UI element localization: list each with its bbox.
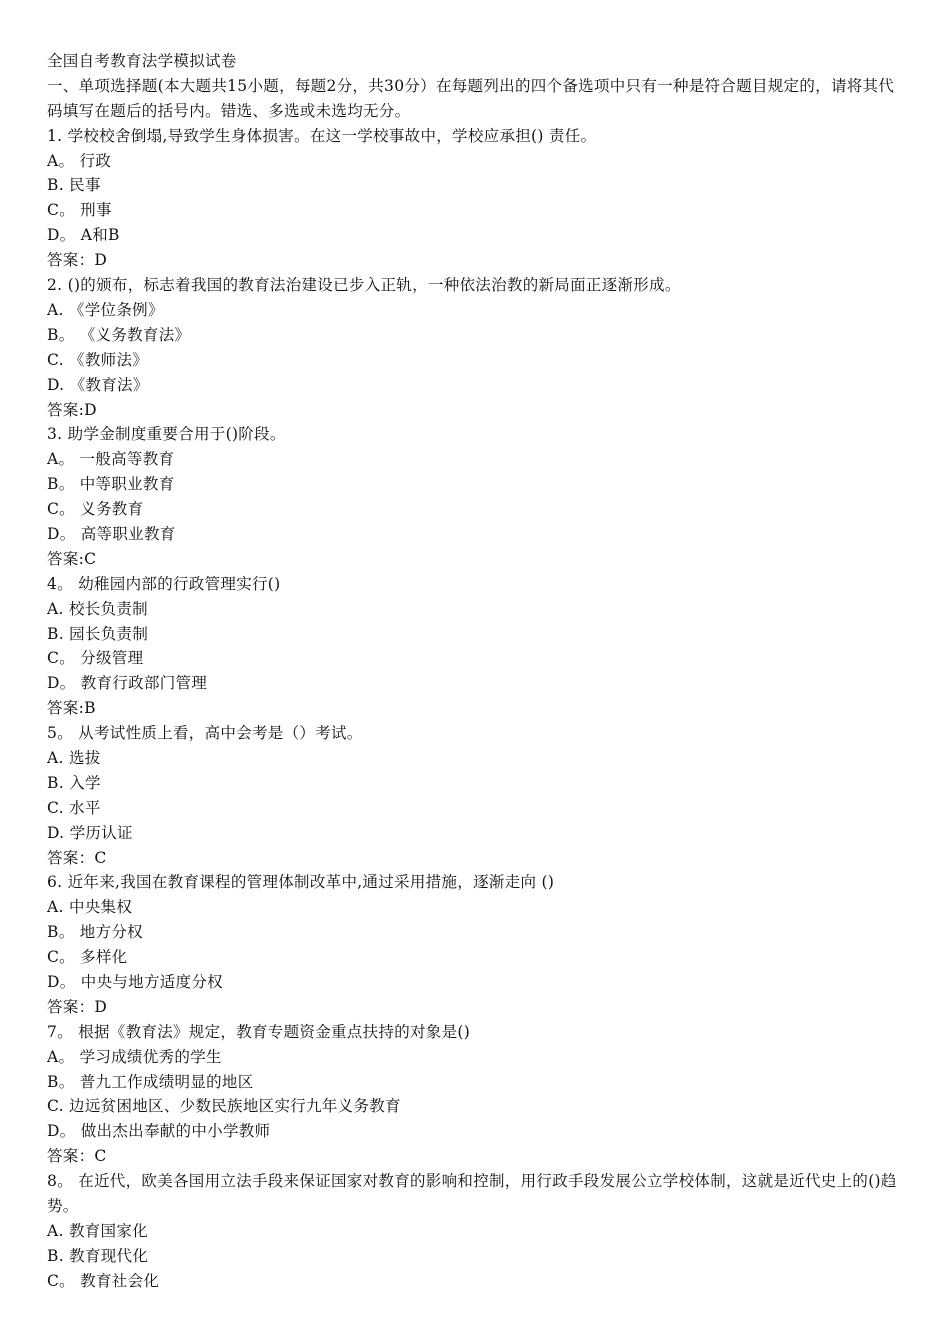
question-stem: 2. ()的颁布，标志着我国的教育法治建设已步入正轨，一种依法治教的新局面正逐渐形成。 <box>47 276 681 295</box>
question-4 <box>47 572 907 721</box>
document-title: 全国自考教育法学模拟试卷 <box>47 52 237 70</box>
option-c: C. 边远贫困地区、少数民族地区实行九年义务教育 <box>47 1097 401 1116</box>
section-header: 一、单项选择题(本大题共15小题，每题2分，共30分）在每题列出的四个备选项中只有一种是符合题目规定的，请将其代码填写在题后的括号内。错选、多选或未选均无分。 <box>47 76 895 120</box>
option-b: B。 普九工作成绩明显的地区 <box>47 1072 254 1091</box>
question-7 <box>47 1020 907 1169</box>
option-c: C。 义务教育 <box>47 500 144 519</box>
question-stem: 4。 幼稚园内部的行政管理实行() <box>47 574 281 593</box>
option-d: D。 中央与地方适度分权 <box>47 972 223 991</box>
option-d: D。 做出杰出奉献的中小学教师 <box>47 1122 271 1141</box>
question-3 <box>47 422 907 571</box>
question-stem: 3. 助学金制度重要合用于()阶段。 <box>47 425 286 444</box>
option-d: D. 《教育法》 <box>47 375 149 394</box>
question-8 <box>47 1169 907 1293</box>
option-b: B。 中等职业教育 <box>47 475 175 494</box>
exam-document <box>47 49 907 1294</box>
question-1 <box>47 124 907 273</box>
option-d: D. 学历认证 <box>47 823 133 842</box>
option-c: C. 《教师法》 <box>47 350 149 369</box>
question-5 <box>47 721 907 870</box>
answer: 答案：D <box>47 997 108 1016</box>
question-stem: 5。 从考试性质上看，高中会考是（）考试。 <box>47 724 363 743</box>
option-a: A. 《学位条例》 <box>47 300 164 319</box>
option-a: A. 中央集权 <box>47 898 133 917</box>
option-c: C. 水平 <box>47 798 101 817</box>
option-c: C。 分级管理 <box>47 649 144 668</box>
option-a: A. 校长负责制 <box>47 599 148 618</box>
answer: 答案：C <box>47 848 107 867</box>
option-d: D。 A和B <box>47 226 120 245</box>
option-b: B. 教育现代化 <box>47 1246 149 1265</box>
question-stem: 7。 根据《教育法》规定，教育专题资金重点扶持的对象是() <box>47 1022 471 1041</box>
answer: 答案：C <box>47 1147 107 1166</box>
question-6 <box>47 870 907 1019</box>
answer: 答案:B <box>47 699 96 718</box>
option-b: B. 民事 <box>47 176 101 195</box>
option-b: B. 入学 <box>47 773 101 792</box>
option-c: C。 多样化 <box>47 948 128 967</box>
answer: 答案:C <box>47 549 97 568</box>
option-a: A. 教育国家化 <box>47 1221 148 1240</box>
option-a: A。 学习成绩优秀的学生 <box>47 1047 222 1066</box>
option-c: C。 教育社会化 <box>47 1271 160 1290</box>
question-stem: 6. 近年来,我国在教育课程的管理体制改革中,通过采用措施，逐渐走向 () <box>47 873 555 892</box>
question-2 <box>47 273 907 422</box>
option-a: A。 一般高等教育 <box>47 450 175 469</box>
option-b: B。 《义务教育法》 <box>47 325 191 344</box>
answer: 答案：D <box>47 251 108 270</box>
option-d: D。 高等职业教育 <box>47 524 176 543</box>
option-a: A。 行政 <box>47 151 112 170</box>
option-a: A. 选拔 <box>47 748 101 767</box>
option-d: D。 教育行政部门管理 <box>47 674 208 693</box>
option-b: B。 地方分权 <box>47 923 143 942</box>
question-stem: 8。 在近代，欧美各国用立法手段来保证国家对教育的影响和控制，用行政手段发展公立学校体制，这就是近代史上的()趋势。 <box>47 1172 897 1216</box>
option-c: C。 刑事 <box>47 201 112 220</box>
answer: 答案:D <box>47 400 97 419</box>
question-stem: 1. 学校校舍倒塌,导致学生身体损害。在这一学校事故中，学校应承担() 责任。 <box>47 126 597 145</box>
option-b: B. 园长负责制 <box>47 624 149 643</box>
